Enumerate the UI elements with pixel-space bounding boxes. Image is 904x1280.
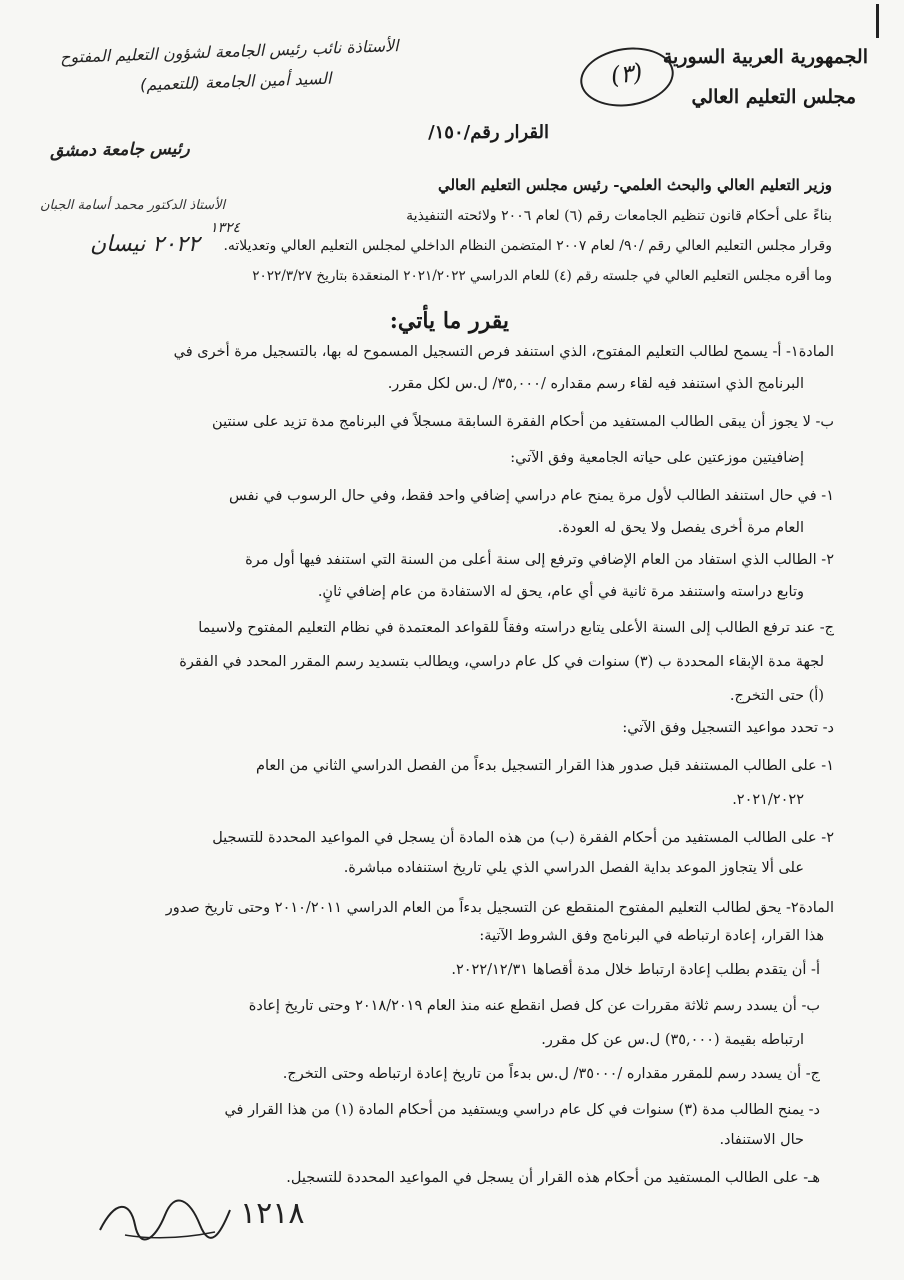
body-line: حال الاستنفاد. xyxy=(719,1132,804,1148)
signature-mark xyxy=(95,1190,235,1250)
body-line: ٢- على الطالب المستفيد من أحكام الفقرة (ب) من هذه المادة أن يسجل في المواعيد المحددة للتسجيل xyxy=(212,830,834,846)
body-line: على ألا يتجاوز الموعد بداية الفصل الدراسي الذي يلي تاريخ استنفاده مباشرة. xyxy=(343,860,804,876)
header-council: مجلس التعليم العالي xyxy=(691,86,856,108)
intro-line-2: بناءً على أحكام قانون تنظيم الجامعات رقم (٦) لعام ٢٠٠٦ ولائحته التنفيذية xyxy=(406,208,832,224)
body-line: ب- لا يجوز أن يبقى الطالب المستفيد من أحكام الفقرة السابقة مسجلاً في البرنامج مدة تزيد على سنتين xyxy=(212,414,834,430)
body-line: ب- أن يسدد رسم ثلاثة مقررات عن كل فصل انقطع عنه منذ العام ٢٠١٨/٢٠١٩ وحتى تاريخ إعادة xyxy=(248,998,820,1014)
body-line: إضافيتين موزعتين على حياته الجامعية وفق الآتي: xyxy=(510,450,804,466)
body-line: المادة٢- يحق لطالب التعليم المفتوح المنقطع عن التسجيل بدءاً من العام الدراسي ٢٠١٠/٢٠١١ وحتى تاريخ صدور xyxy=(165,900,834,916)
body-line: ج- أن يسدد رسم للمقرر مقداره /٣٥٠٠٠/ ل.س بدءاً من تاريخ إعادة ارتباطه وحتى التخرج. xyxy=(282,1066,820,1082)
handwritten-line-5: ١٣٢٤ xyxy=(210,220,241,236)
decides-heading: يقرر ما يأتي: xyxy=(389,308,509,334)
body-line: العام مرة أخرى يفصل ولا يحق له العودة. xyxy=(557,520,804,536)
intro-line-4: وما أقره مجلس التعليم العالي في جلسته رقم (٤) للعام الدراسي ٢٠٢١/٢٠٢٢ المنعقدة بتاريخ ٢٠٢٢/٣/٢٧ xyxy=(252,268,832,284)
handwritten-line-3: رئيس جامعة دمشق xyxy=(49,138,190,162)
body-line: ٢٠٢١/٢٠٢٢. xyxy=(732,792,804,808)
corner-mark xyxy=(876,4,879,38)
page-mark: ١٢١٨ xyxy=(240,1196,305,1231)
intro-line-1: وزير التعليم العالي والبحث العلمي- رئيس مجلس التعليم العالي xyxy=(437,176,832,194)
body-line: د- يمنح الطالب مدة (٣) سنوات في كل عام دراسي ويستفيد من أحكام المادة (١) من هذا القرار في xyxy=(224,1102,820,1118)
body-line: ٢- الطالب الذي استفاد من العام الإضافي وترفع إلى سنة أعلى من السنة التي استنفد فيها أول مرة xyxy=(245,552,834,568)
intro-line-3: وقرار مجلس التعليم العالي رقم /٩٠/ لعام ٢٠٠٧ المتضمن النظام الداخلي لمجلس التعليم العالي وتعديلاته. xyxy=(223,238,832,254)
body-line: ج- عند ترفع الطالب إلى السنة الأعلى يتابع دراسته وفقاً للقواعد المعتمدة في نظام التعليم المفتوح ولاسيما xyxy=(198,620,834,636)
stamp-number: (٣) xyxy=(608,57,645,91)
body-line: لجهة مدة الإبقاء المحددة ب (٣) سنوات في كل عام دراسي، ويطالب بتسديد رسم المقرر المحدد في الفقرة xyxy=(179,654,824,670)
body-line: د- تحدد مواعيد التسجيل وفق الآتي: xyxy=(622,720,834,736)
body-line: هذا القرار، إعادة ارتباطه في البرنامج وفق الشروط الآتية: xyxy=(479,928,824,944)
body-line: أ- أن يتقدم بطلب إعادة ارتباط خلال مدة أقصاها ٢٠٢٢/١٢/٣١. xyxy=(451,962,820,978)
body-line: البرنامج الذي استنفد فيه لقاء رسم مقداره /٣٥,٠٠٠/ ل.س لكل مقرر. xyxy=(387,376,804,392)
body-line: المادة١- أ- يسمح لطالب التعليم المفتوح، الذي استنفد فرص التسجيل المسموح له بها، بالتسجيل مرة أخرى في xyxy=(173,344,834,360)
body-line: وتابع دراسته واستنفد مرة ثانية في أي عام، يحق له الاستفادة من عام إضافي ثانٍ. xyxy=(317,584,804,600)
body-line: ارتباطه بقيمة (٣٥,٠٠٠) ل.س عن كل مقرر. xyxy=(541,1032,804,1048)
body-line: (أ) حتى التخرج. xyxy=(729,688,824,704)
header-republic: الجمهورية العربية السورية xyxy=(662,46,868,68)
decision-body xyxy=(40,0,834,1280)
handwritten-line-1: الأستاذة نائب رئيس الجامعة لشؤون التعليم المفتوح xyxy=(59,36,399,67)
body-line: هـ- على الطالب المستفيد من أحكام هذه القرار أن يسجل في المواعيد المحددة للتسجيل. xyxy=(286,1170,820,1186)
decision-title: القرار رقم/١٥٠/ xyxy=(428,122,549,143)
handwritten-line-2: السيد أمين الجامعة (للتعميم) xyxy=(139,68,332,95)
body-line: ١- على الطالب المستنفد قبل صدور هذا القرار التسجيل بدءاً من الفصل الدراسي الثاني من العام xyxy=(256,758,834,774)
handwritten-date: ٢٠٢٢ نيسان xyxy=(90,232,200,257)
body-line: ١- في حال استنفد الطالب لأول مرة يمنح عام دراسي إضافي واحد فقط، وفي حال الرسوب في نفس xyxy=(228,488,834,504)
handwritten-line-4: الأستاذ الدكتور محمد أسامة الجبان xyxy=(40,198,226,213)
